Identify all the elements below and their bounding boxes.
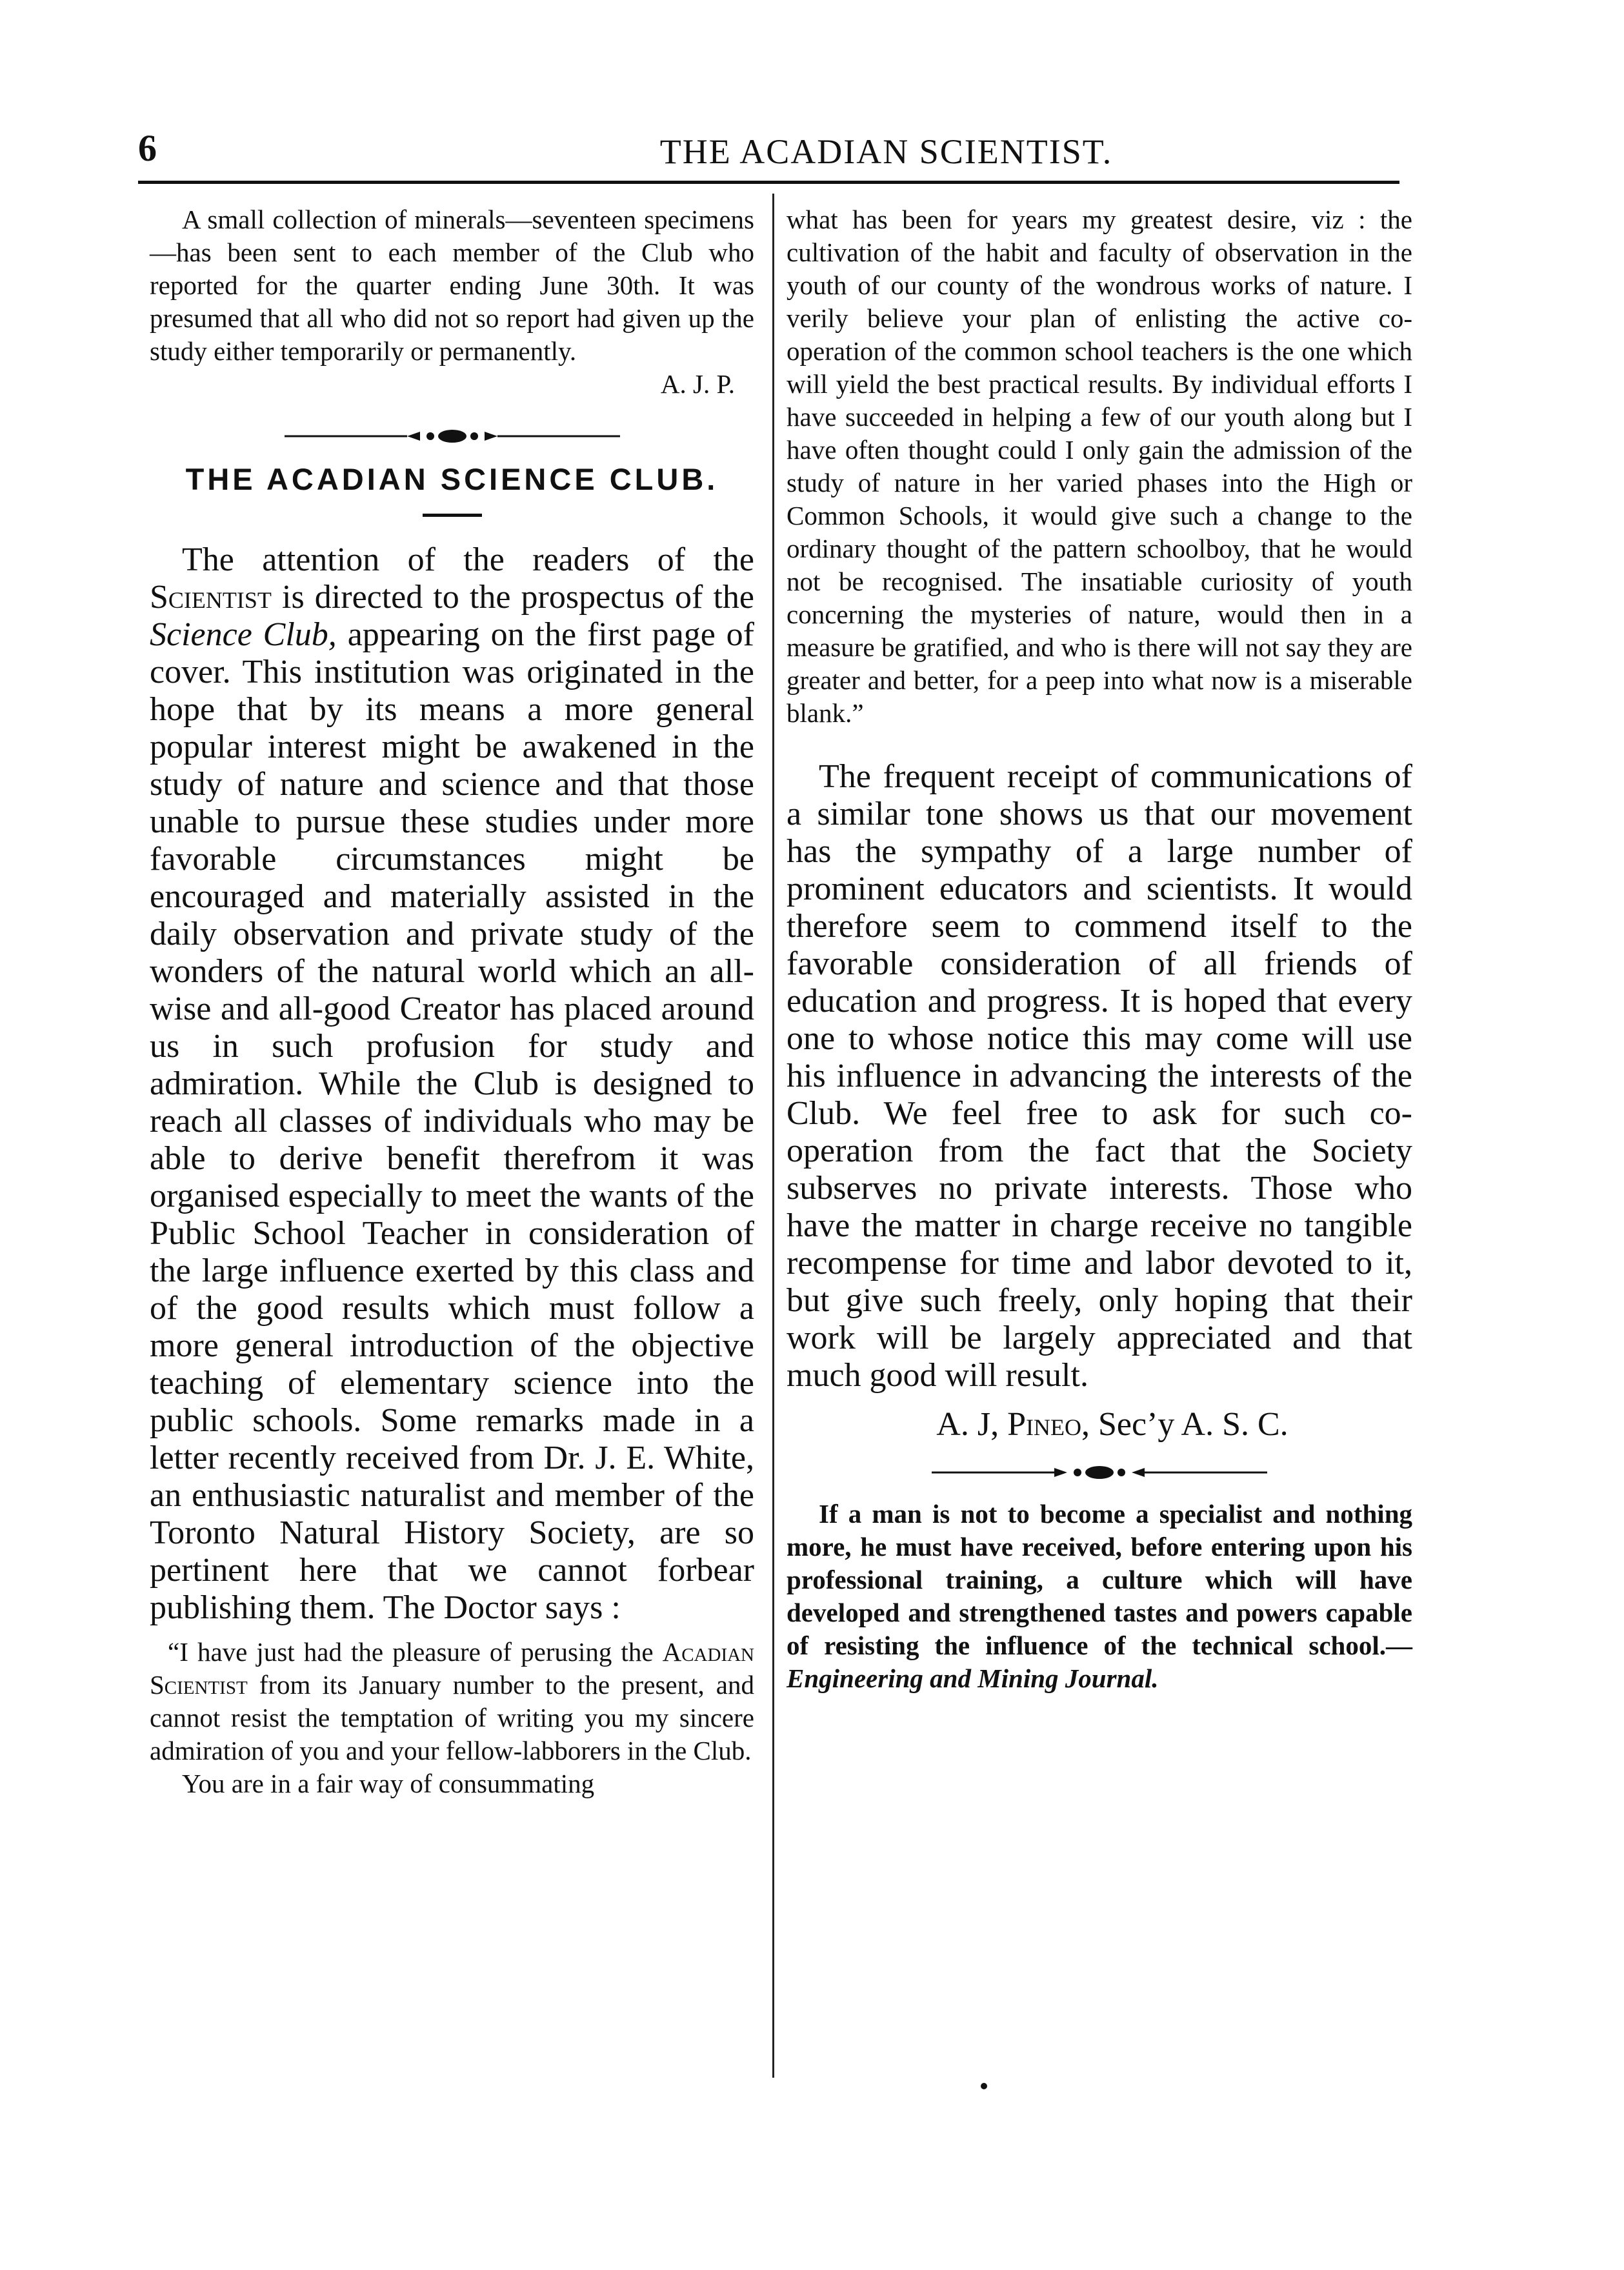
print-mark-dot (981, 2083, 987, 2089)
column-divider (772, 194, 774, 2078)
p1-text-e: appearing on the first page of cover. This institution was originated in the hope that by its means a more general popular interest might be awakened in the study of nature and science and that those unable to pursue these studies under more favorable circumstances might be encouraged and materially assisted in the daily observation and private study of the wonders of the natural world which an all-wise and all-good Creator has placed around us in such profusion for study and admiration. While the Club is designed to reach all classes of individuals who may be able to derive benefit therefrom it was organised especially to meet the wants of the Public School Teacher in consideration of the large influence exerted by this class and of the good results which must follow a more general introduction of the objective teaching of elementary science into the public schools. Some remarks made in a letter recently received from Dr. J. E. White, an enthusiastic naturalist and member of the Toronto Natural History Society, are so pertinent here that we cannot forbear publishing them. The Doctor says : (150, 616, 754, 1626)
section-heading: THE ACADIAN SCIENCE CLUB. (185, 462, 719, 496)
p1-text-a: The attention of the readers of the (182, 541, 754, 578)
letter-quote-1 (150, 1636, 754, 1767)
article-signature (787, 1406, 1412, 1443)
acadian-scientist-smallcaps: Acadian Scientist (150, 1637, 754, 1700)
quote-source-italic: Engineering and Mining Journal. (787, 1663, 1159, 1693)
left-column (150, 203, 754, 1800)
closing-quote-text: If a man is not to become a specialist and nothing more, he must have received, before entering upon his professional training, a culture which will have developed and strengthened tastes and powers capable of resisting the influence of the technical school.— (787, 1499, 1412, 1660)
article-paragraph-1 (150, 541, 754, 1627)
ornament-divider-icon (925, 1463, 1274, 1482)
heading-rule (423, 514, 482, 517)
note-signature-line (150, 368, 754, 401)
running-head-title: THE ACADIAN SCIENTIST. (659, 132, 1113, 171)
right-column (787, 203, 1412, 1695)
q1-text-c: from its January number to the present, and cannot resist the temptation of writing you my sincere admiration of you and your fellow-labborers in the Club. (150, 1670, 754, 1765)
scientist-smallcaps: Scientist (150, 579, 272, 616)
header-rule (138, 181, 1399, 184)
closing-quote (787, 1498, 1412, 1695)
article-paragraph-2: The frequent receipt of communications of a similar tone shows us that our movement has the sympathy of a large number of prominent educators and scientists. It would therefore seem to commend itself to the favorable consideration of all friends of education and progress. It is hoped that every one to whose notice this may come will use his influence in advancing the interests of the Club. We feel free to ask for such co-operation from the fact that the Society subserves no private interests. Those who have the matter in charge receive no tangible recompense for time and labor devoted to it, but give such freely, only hoping that their work will be largely appreciated and that much good will result. (787, 758, 1412, 1394)
letter-quote-continued: what has been for years my greatest desire, viz : the cultivation of the habit and faculty of observation in the youth of our county of the wondrous works of nature. I verily believe your plan of enlisting the active co-operation of the common school teachers is the one which will yield the best practical results. By individual efforts I have succeeded in helping a few of our youth along but I have often thought could I only gain the admission of the study of nature in her varied phases into the High or Common Schools, it would give such a change to the ordinary thought of the pattern schoolboy, that he would not be recognised. The insatiable curiosity of youth concerning the mysteries of nature, would then in a measure be gratified, and who is there will not say they are greater and better, for a peep into what now is a miserable blank.” (787, 205, 1412, 728)
q1-text-a: “I have just had the pleasure of perusing the (168, 1637, 663, 1667)
science-club-italic: Science Club, (150, 616, 337, 653)
signature-smallcaps: Pineo (1007, 1406, 1081, 1443)
minerals-note (150, 203, 754, 368)
ornament-divider-icon (278, 427, 627, 446)
signature-a: A. J, (936, 1406, 1008, 1443)
note-signature: A. J. P. (660, 369, 735, 399)
page-number: 6 (138, 127, 157, 169)
p1-text-c: is directed to the prospectus of the (271, 579, 754, 616)
minerals-note-text: A small collection of minerals—seventeen specimens—has been sent to each member of the Club who reported for the quarter ending June 30th. It was presumed that all who did not so report had given up the study either temporarily or permanently. (150, 205, 754, 366)
signature-c: , Sec’y A. S. C. (1081, 1406, 1288, 1443)
letter-quote-2: You are in a fair way of consummating (182, 1769, 595, 1798)
